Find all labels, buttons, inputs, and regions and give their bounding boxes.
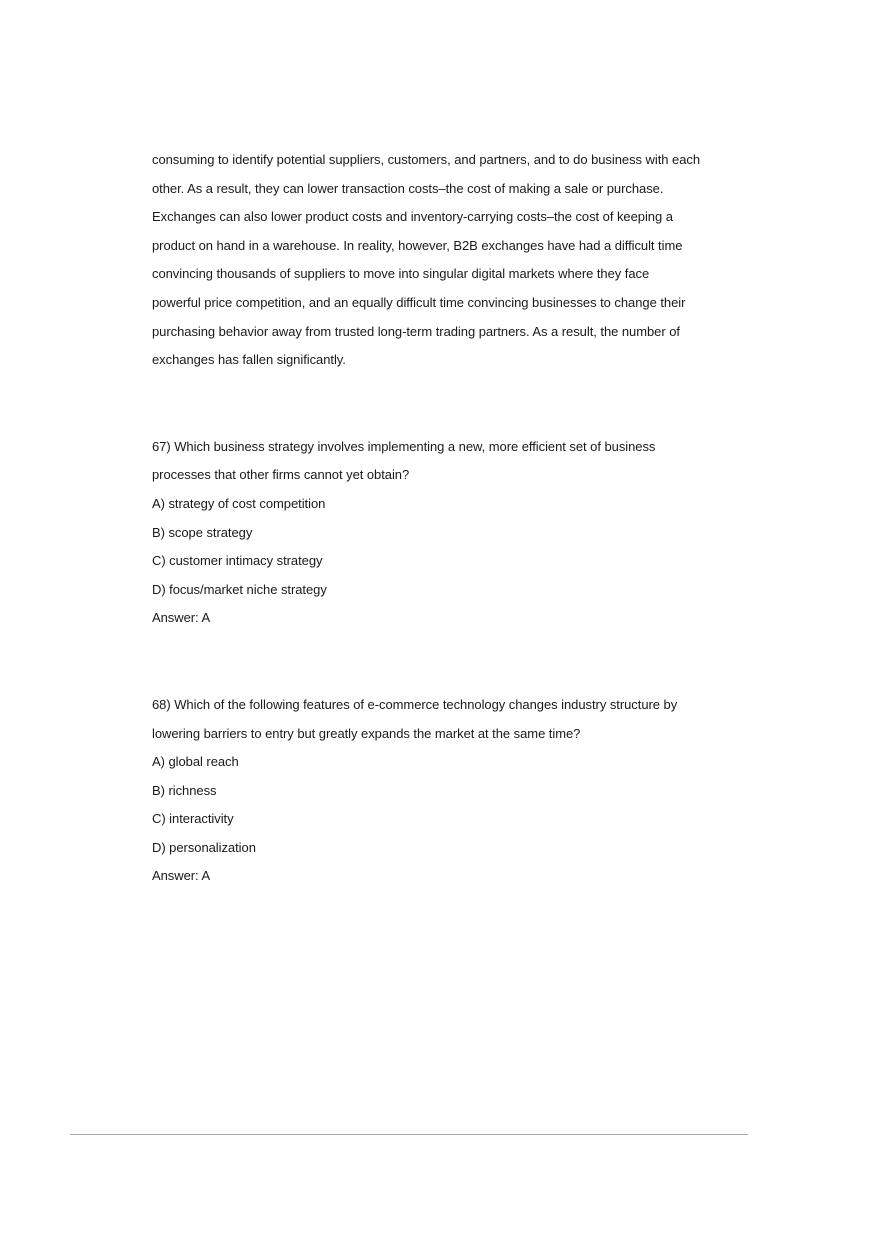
paragraph-line: Exchanges can also lower product costs and inventory-carrying costs–the cost of keeping a: [152, 209, 673, 225]
answer-option: C) customer intimacy strategy: [152, 553, 323, 569]
section-spacer: [152, 633, 732, 691]
question-stem-line: processes that other firms cannot yet obtain?: [152, 467, 410, 483]
page-content: [152, 146, 732, 891]
answer-option: A) strategy of cost competition: [152, 495, 326, 511]
answer-key: Answer: A: [152, 868, 211, 884]
paragraph-line: powerful price competition, and an equally difficult time convincing businesses to change their: [152, 294, 686, 310]
footer-divider: [70, 1134, 748, 1135]
paragraph-line: other. As a result, they can lower transaction costs–the cost of making a sale or purchase.: [152, 180, 664, 196]
section-spacer: [152, 375, 732, 433]
paragraph-line: purchasing behavior away from trusted long-term trading partners. As a result, the number of: [152, 323, 680, 339]
answer-option: C) interactivity: [152, 811, 234, 827]
question-68: [152, 691, 732, 891]
paragraph-line: product on hand in a warehouse. In reality, however, B2B exchanges have had a difficult time: [152, 237, 683, 253]
question-67: [152, 433, 732, 633]
question-stem-line: 68) Which of the following features of e-commerce technology changes industry structure by: [152, 696, 678, 712]
answer-option: D) personalization: [152, 839, 256, 855]
answer-option: D) focus/market niche strategy: [152, 581, 327, 597]
answer-option: B) scope strategy: [152, 524, 253, 540]
paragraph-line: exchanges has fallen significantly.: [152, 352, 346, 368]
answer-option: B) richness: [152, 782, 217, 798]
question-stem-line: 67) Which business strategy involves implementing a new, more efficient set of business: [152, 438, 656, 454]
answer-key: Answer: A: [152, 610, 211, 626]
intro-paragraph: [152, 146, 732, 375]
paragraph-line: consuming to identify potential suppliers, customers, and partners, and to do business with each: [152, 152, 701, 167]
paragraph-line: convincing thousands of suppliers to move into singular digital markets where they face: [152, 266, 650, 282]
question-stem-line: lowering barriers to entry but greatly expands the market at the same time?: [152, 725, 581, 741]
answer-option: A) global reach: [152, 754, 239, 770]
